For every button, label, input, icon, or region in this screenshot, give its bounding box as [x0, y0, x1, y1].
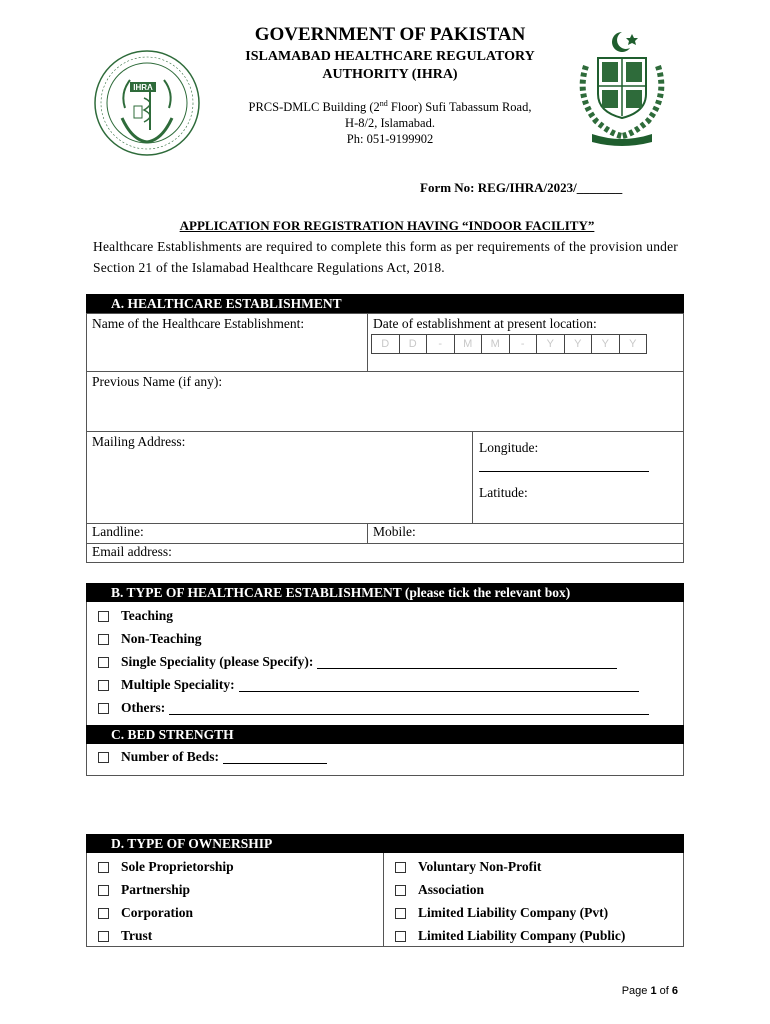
- ihra-logo: [92, 48, 202, 158]
- email-label: Email address:: [92, 544, 172, 559]
- date-box[interactable]: D: [371, 334, 400, 354]
- establishment-name-field[interactable]: [86, 313, 368, 372]
- section-a-header: A. HEALTHCARE ESTABLISHMENT: [86, 294, 684, 313]
- checkbox[interactable]: [98, 885, 109, 896]
- date-input-boxes[interactable]: [372, 334, 647, 354]
- pakistan-emblem: [566, 26, 678, 148]
- landline-label: Landline:: [92, 524, 144, 539]
- ownership-association[interactable]: Association: [395, 882, 484, 898]
- ownership-trust[interactable]: Trust: [98, 928, 152, 944]
- authority-line-2: AUTHORITY (IHRA): [322, 67, 458, 82]
- checkbox[interactable]: [98, 680, 109, 691]
- longitude-label: Longitude:: [479, 440, 539, 455]
- date-box[interactable]: Y: [619, 334, 648, 354]
- checkbox[interactable]: [395, 908, 406, 919]
- checkbox[interactable]: [98, 657, 109, 668]
- single-speciality-input-line[interactable]: [317, 655, 617, 669]
- section-d-header: D. TYPE OF OWNERSHIP: [86, 834, 684, 853]
- establishment-date-label: Date of establishment at present location:: [373, 316, 597, 331]
- beds-input-line[interactable]: [223, 750, 327, 764]
- ownership-partnership[interactable]: Partnership: [98, 882, 190, 898]
- mailing-address-field[interactable]: [86, 431, 473, 524]
- checkbox[interactable]: [98, 752, 109, 763]
- authority-name: [200, 48, 580, 84]
- latitude-label: Latitude:: [479, 485, 528, 500]
- page-number: Page 1 of 6: [621, 985, 678, 997]
- option-multiple-speciality[interactable]: Multiple Speciality:: [98, 677, 639, 693]
- email-field[interactable]: [86, 543, 684, 563]
- mobile-field[interactable]: [367, 523, 684, 544]
- date-box[interactable]: Y: [591, 334, 620, 354]
- ownership-sole-proprietorship[interactable]: Sole Proprietorship: [98, 859, 234, 875]
- checkbox[interactable]: [98, 862, 109, 873]
- checkbox[interactable]: [395, 862, 406, 873]
- ownership-llc-public[interactable]: Limited Liability Company (Public): [395, 928, 625, 944]
- option-single-speciality[interactable]: Single Speciality (please Specify):: [98, 654, 617, 670]
- date-box[interactable]: Y: [536, 334, 565, 354]
- logo-text: IHRA: [133, 83, 153, 92]
- multiple-speciality-input-line[interactable]: [239, 678, 639, 692]
- number-of-beds-field[interactable]: Number of Beds:: [98, 749, 327, 765]
- section-d-divider: [383, 853, 384, 947]
- checkbox[interactable]: [98, 931, 109, 942]
- checkbox[interactable]: [395, 885, 406, 896]
- longitude-input-line[interactable]: [479, 471, 649, 472]
- mobile-label: Mobile:: [373, 524, 416, 539]
- address-line-1: PRCS-DMLC Building (2nd Floor) Sufi Tabassum Road,: [248, 99, 532, 115]
- form-number: Form No: REG/IHRA/2023/_______: [420, 180, 623, 195]
- checkbox[interactable]: [395, 931, 406, 942]
- establishment-name-label: Name of the Healthcare Establishment:: [92, 316, 305, 331]
- intro-paragraph: Healthcare Establishments are required to complete this form as per requirements of the provision under Section 21 of the Islamabad Healthcare Regulations Act, 2018.: [93, 239, 678, 275]
- phone-number: Ph: 051-9199902: [346, 132, 434, 147]
- date-box[interactable]: -: [509, 334, 538, 354]
- section-c-header: C. BED STRENGTH: [86, 725, 684, 744]
- date-box[interactable]: M: [454, 334, 483, 354]
- option-others[interactable]: Others:: [98, 700, 649, 716]
- landline-field[interactable]: [86, 523, 368, 544]
- checkbox[interactable]: [98, 611, 109, 622]
- ownership-corporation[interactable]: Corporation: [98, 905, 193, 921]
- page-title: GOVERNMENT OF PAKISTAN: [254, 24, 526, 45]
- previous-name-label: Previous Name (if any):: [92, 374, 223, 389]
- ownership-voluntary-non-profit[interactable]: Voluntary Non-Profit: [395, 859, 541, 875]
- address-line-2: H-8/2, Islamabad.: [345, 116, 435, 131]
- section-b-header: B. TYPE OF HEALTHCARE ESTABLISHMENT (please tick the relevant box): [86, 583, 684, 602]
- previous-name-field[interactable]: [86, 371, 684, 432]
- checkbox[interactable]: [98, 908, 109, 919]
- date-box[interactable]: -: [426, 334, 455, 354]
- application-title: APPLICATION FOR REGISTRATION HAVING “INDOOR FACILITY”: [179, 218, 595, 233]
- authority-address: [200, 96, 580, 147]
- authority-line-1: ISLAMABAD HEALTHCARE REGULATORY: [245, 49, 535, 64]
- date-box[interactable]: M: [481, 334, 510, 354]
- checkbox[interactable]: [98, 703, 109, 714]
- option-non-teaching[interactable]: Non-Teaching: [98, 631, 202, 647]
- ownership-llc-pvt[interactable]: Limited Liability Company (Pvt): [395, 905, 608, 921]
- date-box[interactable]: D: [399, 334, 428, 354]
- others-input-line[interactable]: [169, 701, 649, 715]
- option-teaching[interactable]: Teaching: [98, 608, 173, 624]
- date-box[interactable]: Y: [564, 334, 593, 354]
- checkbox[interactable]: [98, 634, 109, 645]
- mailing-address-label: Mailing Address:: [92, 434, 186, 449]
